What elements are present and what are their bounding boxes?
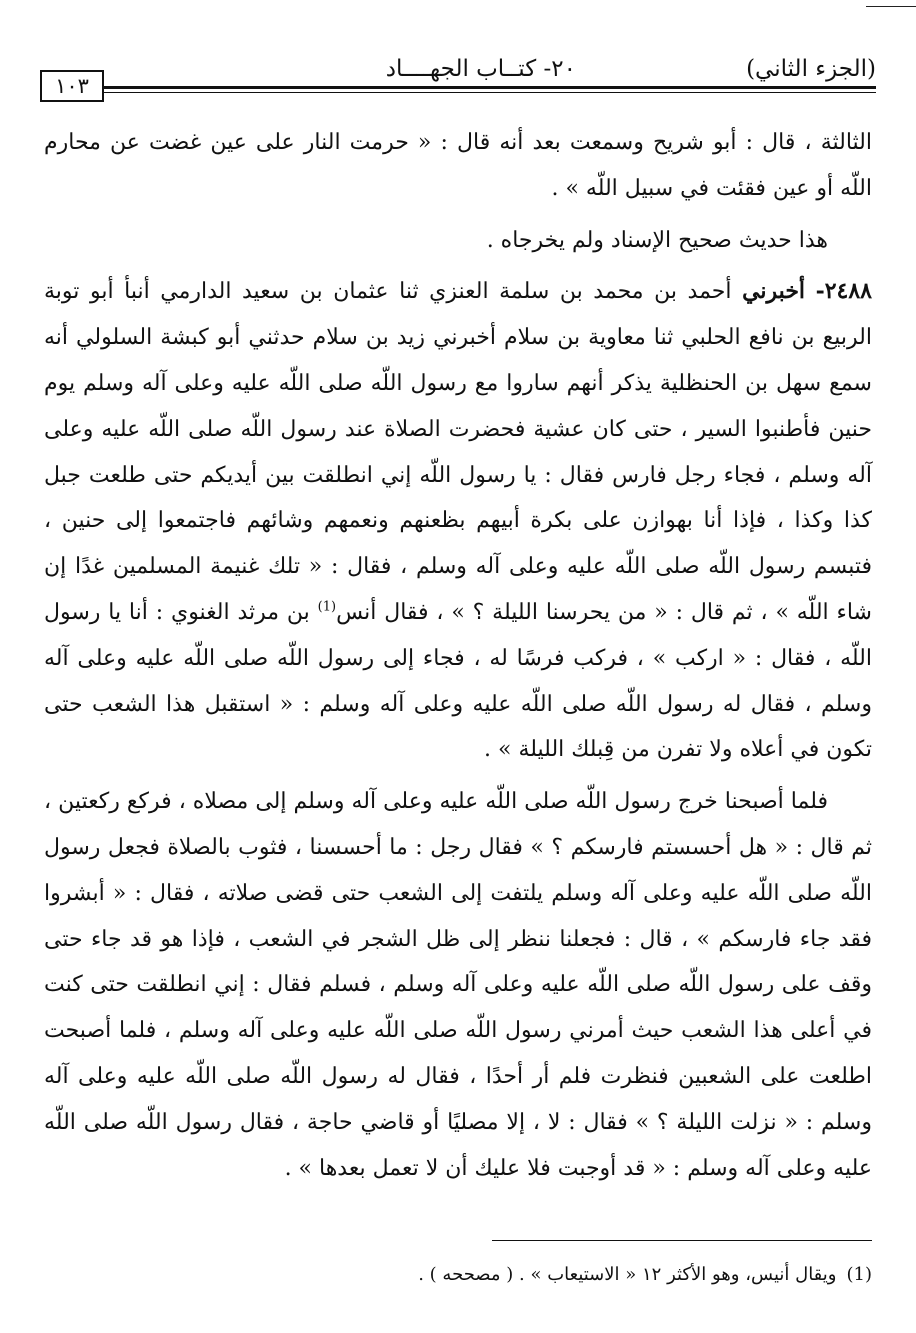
paragraph-1: الثالثة ، قال : أبو شريح وسمعت بعد أنه قال : « حرمت النار على عين غضت عن محارم اللّه أو عين فقئت في سبيل اللّه » . <box>44 130 872 201</box>
hadith-text-part-b: بن مرثد الغنوي : أنا يا رسول اللّه ، فقال : « اركب » ، فركب فرسًا له ، فجاء إلى رسول اللّه صلى اللّه عليه وعلى آله وسلم ، فقال له رسول اللّه صلى اللّه عليه وعلى آله وسلم : « استقبل هذا الشعب حتى تكون في أعلاه ولا تفرن من قِبلك الليلة » . <box>44 599 872 763</box>
paragraph-2: هذا حديث صحيح الإسناد ولم يخرجاه . <box>486 227 828 253</box>
hadith-opening-word: أخبرني <box>742 278 806 305</box>
main-text <box>44 120 872 1191</box>
footnote-number: (1) <box>846 1264 872 1285</box>
running-header <box>40 50 876 98</box>
volume-label: (الجزء الثاني) <box>746 56 876 82</box>
book-title: ٢٠- كتــاب الجهــــاد <box>385 56 576 82</box>
paragraph-4: فلما أصبحنا خرج رسول اللّه صلى اللّه عليه وعلى آله وسلم إلى مصلاه ، فركع ركعتين ، ثم قال : « هل أحسستم فارسكم ؟ » فقال رجل : ما أحسسنا ، فثوب بالصلاة فجعل رسول اللّه صلى اللّه عليه وعلى آله وسلم يلتفت إلى الشعب حتى قضى صلاته ، فقال : « أبشروا فقد جاء فارسكم » ، قال : فجعلنا ننظر إلى ظل الشجر في الشعب ، فإذا هو قد جاء حتى وقف على رسول اللّه صلى اللّه عليه وعلى آله وسلم ، فسلم فقال : إني انطلقت حتى كنت في أعلى هذا الشعب حيث أمرني رسول اللّه صلى اللّه عليه وعلى آله وسلم ، فلما أصبحت اطلعت على الشعبين فنظرت فلم أر أحدًا ، فقال له رسول اللّه صلى اللّه عليه وعلى آله وسلم : « نزلت الليلة ؟ » فقال : لا ، إلا مصليًا أو قاضي حاجة ، فقال رسول اللّه صلى اللّه عليه وعلى آله وسلم : « قد أوجبت فلا عليك أن لا تعمل بعدها » . <box>44 789 872 1181</box>
footnote-rule <box>492 1240 872 1241</box>
header-rule-thin <box>102 92 876 93</box>
page-number: ١٠٣ <box>40 70 104 102</box>
header-rule <box>102 86 876 89</box>
footnote-reference: (1) <box>317 599 337 615</box>
hadith-text-part-a: أحمد بن محمد بن سلمة العنزي ثنا عثمان بن سعيد الدارمي أنبأ أبو توبة الربيع بن نافع الحلبي ثنا معاوية بن سلام أخبرني زيد بن سلام حدثني أبو كبشة السلولي أنه سمع سهل بن الحنظلية يذكر أنهم ساروا مع رسول اللّه صلى اللّه عليه وعلى آله وسلم يوم حنين فأطنبوا السير ، حتى كان عشية فحضرت الصلاة عند رسول اللّه صلى اللّه عليه وعلى آله وسلم ، فجاء رجل فارس فقال : يا رسول اللّه إني انطلقت بين أيديكم حتى طلعت جبل كذا وكذا ، فإذا أنا بهوازن على بكرة أبيهم بظعنهم ونعمهم وشائهم فاجتمعوا إلى حنين ، فتبسم رسول اللّه صلى اللّه عليه وعلى آله وسلم ، فقال : « تلك غنيمة المسلمين غدًا إن شاء اللّه » ، ثم قال : « من يحرسنا الليلة ؟ » ، فقال أنس <box>44 279 872 625</box>
scan-edge-mark <box>866 6 916 7</box>
footnote <box>44 1260 872 1290</box>
footnote-text: ويقال أنيس، وهو الأكثر ١٢ « الاستيعاب » . ( مصححه ) . <box>418 1264 837 1285</box>
hadith-number: ٢٤٨٨- <box>815 278 872 305</box>
hadith-2488 <box>44 269 872 773</box>
